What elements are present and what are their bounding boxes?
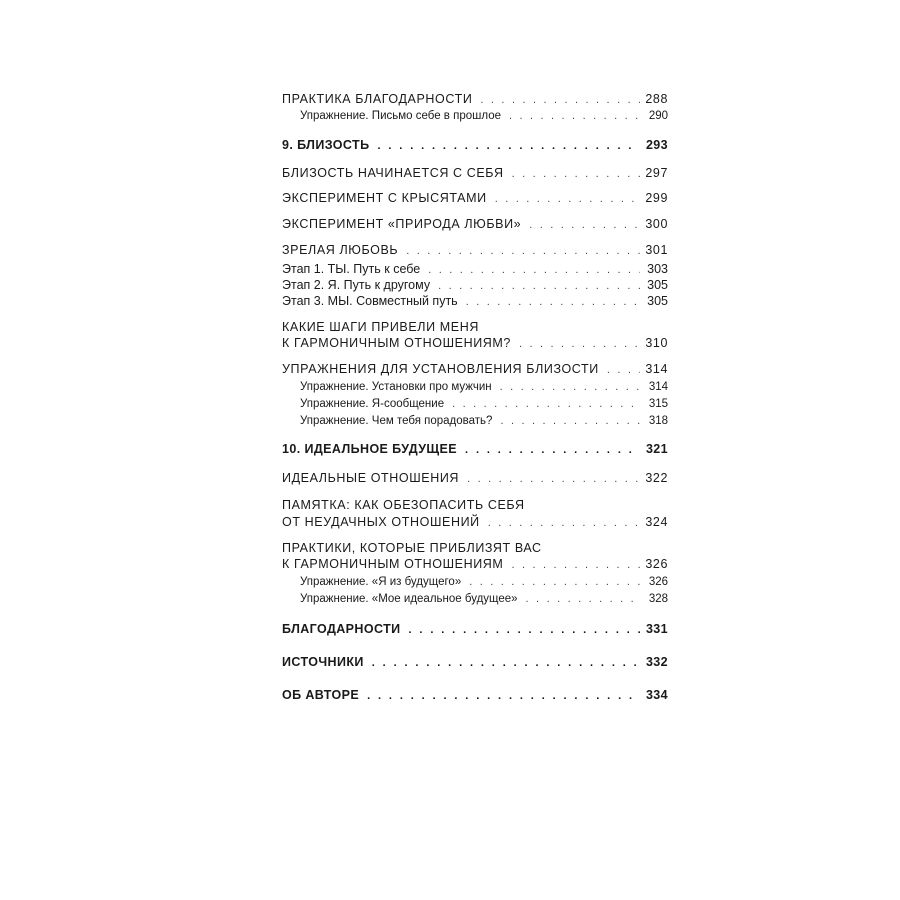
toc-chapter	[282, 621, 668, 638]
toc-entry-label: Упражнение. Установки про мужчин	[300, 381, 492, 393]
dot-leader	[607, 362, 640, 379]
toc-entry-page: 331	[645, 622, 668, 636]
toc-subentry	[300, 413, 668, 430]
dot-leader	[372, 655, 640, 672]
toc-entry	[282, 277, 668, 294]
toc-entry-label: К ГАРМОНИЧНЫМ ОТНОШЕНИЯМ	[282, 557, 504, 571]
dot-leader	[511, 557, 640, 574]
toc-subentry	[300, 108, 668, 125]
toc-entry-label: ЭКСПЕРИМЕНТ С КРЫСЯТАМИ	[282, 191, 487, 205]
toc-entry-page: 301	[645, 243, 668, 257]
toc-entry-label: К ГАРМОНИЧНЫМ ОТНОШЕНИЯМ?	[282, 336, 511, 350]
dot-leader	[377, 138, 640, 155]
dot-leader	[409, 622, 640, 639]
toc-entry-page: 297	[645, 166, 668, 180]
toc-entry-label: Упражнение. Я-сообщение	[300, 398, 445, 410]
dot-leader	[500, 413, 640, 430]
toc-entry	[282, 293, 668, 310]
toc-entry	[282, 91, 668, 108]
toc-entry-label-line1: КАКИЕ ШАГИ ПРИВЕЛИ МЕНЯ	[282, 320, 479, 334]
toc-entry-label: 10. ИДЕАЛЬНОЕ БУДУЩЕЕ	[282, 442, 458, 456]
dot-leader	[495, 191, 640, 208]
toc-entry-label: 9. БЛИЗОСТЬ	[282, 138, 370, 152]
toc-entry-label: ИСТОЧНИКИ	[282, 655, 364, 669]
toc-entry	[282, 261, 668, 278]
toc-entry-label: ОБ АВТОРЕ	[282, 688, 360, 702]
toc-entry-label: Этап 1. ТЫ. Путь к себе	[282, 262, 421, 276]
toc-entry-label: Упражнение. «Я из будущего»	[300, 576, 462, 588]
toc-entry-page: 328	[648, 593, 668, 605]
dot-leader	[509, 108, 640, 125]
toc-entry-label: Упражнение. Письмо себе в прошлое	[300, 110, 501, 122]
dot-leader	[452, 396, 640, 413]
dot-leader	[529, 217, 640, 234]
toc-subentry	[300, 379, 668, 396]
toc-entry-page: 303	[647, 262, 668, 276]
toc-entry	[282, 165, 668, 182]
toc-entry-page: 326	[645, 557, 668, 571]
dot-leader	[467, 471, 640, 488]
toc-entry-page: 321	[645, 442, 668, 456]
toc-entry-label-line1: ПРАКТИКИ, КОТОРЫЕ ПРИБЛИЗЯТ ВАС	[282, 541, 542, 555]
toc-entry-label-line1: ПАМЯТКА: КАК ОБЕЗОПАСИТЬ СЕБЯ	[282, 498, 525, 512]
toc-entry-page: 305	[647, 294, 668, 308]
dot-leader	[488, 515, 640, 532]
toc-entry-page: 318	[648, 415, 668, 427]
toc-entry	[282, 470, 668, 487]
toc-entry-label: Упражнение. Чем тебя порадовать?	[300, 415, 493, 427]
toc-entry-label: Упражнение. «Мое идеальное будущее»	[300, 593, 518, 605]
toc-entry-page: 290	[648, 110, 668, 122]
dot-leader	[469, 574, 640, 591]
toc-chapter	[282, 441, 668, 458]
toc-entry-page: 326	[648, 576, 668, 588]
toc-entry-label: ПРАКТИКА БЛАГОДАРНОСТИ	[282, 92, 473, 106]
dot-leader	[367, 688, 640, 705]
toc-entry-label: ИДЕАЛЬНЫЕ ОТНОШЕНИЯ	[282, 471, 460, 485]
toc-entry-page: 332	[645, 655, 668, 669]
toc-entry-label: Этап 2. Я. Путь к другому	[282, 278, 431, 292]
table-of-contents	[282, 0, 668, 900]
dot-leader	[406, 243, 640, 260]
toc-entry	[282, 242, 668, 259]
dot-leader	[466, 294, 640, 311]
toc-entry-label: ОТ НЕУДАЧНЫХ ОТНОШЕНИЙ	[282, 515, 480, 529]
dot-leader	[519, 336, 640, 353]
toc-entry-page: 314	[645, 362, 668, 376]
toc-entry-label: УПРАЖНЕНИЯ ДЛЯ УСТАНОВЛЕНИЯ БЛИЗОСТИ	[282, 362, 599, 376]
toc-entry-label: ЭКСПЕРИМЕНТ «ПРИРОДА ЛЮБВИ»	[282, 217, 522, 231]
toc-entry	[282, 216, 668, 233]
toc-entry-page: 314	[648, 381, 668, 393]
toc-entry-page: 324	[645, 515, 668, 529]
toc-entry-page: 334	[645, 688, 668, 702]
toc-chapter	[282, 137, 668, 154]
dot-leader	[480, 92, 640, 109]
dot-leader	[512, 166, 640, 183]
dot-leader	[465, 442, 640, 459]
toc-entry-page: 322	[645, 471, 668, 485]
toc-entry-page: 305	[647, 278, 668, 292]
toc-entry	[282, 361, 668, 378]
toc-chapter	[282, 654, 668, 671]
toc-subentry	[300, 396, 668, 413]
toc-entry-page: 288	[645, 92, 668, 106]
toc-entry-label: Этап 3. МЫ. Совместный путь	[282, 294, 458, 308]
toc-entry-page: 293	[645, 138, 668, 152]
toc-subentry	[300, 591, 668, 608]
toc-entry-page: 310	[645, 336, 668, 350]
toc-entry-page: 315	[648, 398, 668, 410]
toc-entry-page: 300	[645, 217, 668, 231]
toc-entry	[282, 190, 668, 207]
dot-leader	[500, 379, 640, 396]
toc-subentry	[300, 574, 668, 591]
toc-entry-label: ЗРЕЛАЯ ЛЮБОВЬ	[282, 243, 399, 257]
toc-entry	[282, 335, 668, 352]
toc-entry-label: БЛАГОДАРНОСТИ	[282, 622, 401, 636]
toc-entry-page: 299	[645, 191, 668, 205]
toc-entry	[282, 556, 668, 573]
toc-entry-label: БЛИЗОСТЬ НАЧИНАЕТСЯ С СЕБЯ	[282, 166, 504, 180]
dot-leader	[526, 591, 640, 608]
toc-chapter	[282, 687, 668, 704]
toc-entry	[282, 514, 668, 531]
